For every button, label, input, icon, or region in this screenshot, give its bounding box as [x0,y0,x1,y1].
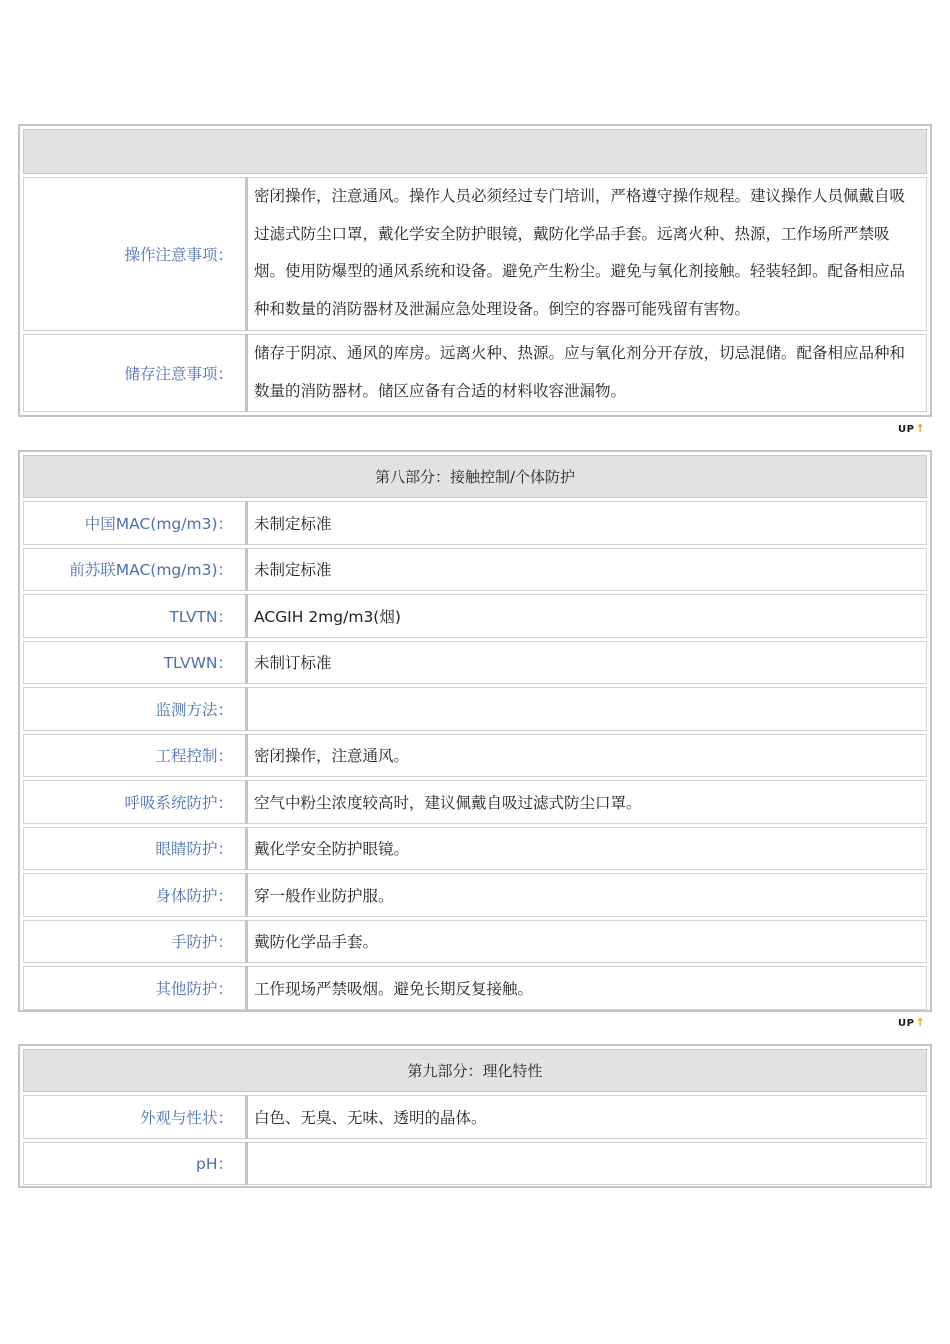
table-row [23,1095,927,1139]
table-row [23,920,927,964]
row-label: 中国MAC(mg/m3)： [23,501,245,545]
row-value: 白色、无臭、无味、透明的晶体。 [248,1095,927,1139]
section-header [23,455,927,498]
row-label: 操作注意事项： [23,177,245,331]
row-value: ACGIH 2mg/m3(烟) [248,594,927,638]
section-header [23,129,927,174]
table-row [23,966,927,1010]
table-row [23,594,927,638]
up-label: UP [898,424,915,435]
row-label: 外观与性状： [23,1095,245,1139]
row-value: 密闭操作，注意通风。 [248,734,927,778]
table-row [23,501,927,545]
section-title: 第八部分：接触控制/个体防护 [374,468,576,486]
table-row [23,780,927,824]
row-value: 密闭操作，注意通风。操作人员必须经过专门培训，严格遵守操作规程。建议操作人员佩戴自吸过滤式防尘口罩，戴化学安全防护眼镜，戴防化学品手套。远离火种、热源，工作场所严禁吸烟。使用防爆型的通风系统和设备。避免产生粉尘。避免与氧化剂接触。轻装轻卸。配备相应品种和数量的消防器材及泄漏应急处理设备。倒空的容器可能残留有害物。 [248,177,927,331]
row-value: 储存于阴凉、通风的库房。远离火种、热源。应与氧化剂分开存放，切忌混储。配备相应品种和数量的消防器材。储区应备有合适的材料收容泄漏物。 [248,334,927,412]
table-row [23,1142,927,1186]
row-value [248,1142,927,1186]
back-to-top-link[interactable] [898,1016,925,1029]
row-label: 身体防护： [23,873,245,917]
row-value: 未制订标准 [248,641,927,685]
table-row [23,734,927,778]
table-row [23,687,927,731]
table-row [23,334,927,412]
section-physical-chemical [18,1044,932,1188]
row-value: 空气中粉尘浓度较高时，建议佩戴自吸过滤式防尘口罩。 [248,780,927,824]
row-label: TLVTN： [23,594,245,638]
back-to-top-link[interactable] [898,422,925,435]
row-label: 眼睛防护： [23,827,245,871]
row-label: 前苏联MAC(mg/m3)： [23,548,245,592]
section-header [23,1049,927,1092]
table-row [23,873,927,917]
row-label: 呼吸系统防护： [23,780,245,824]
row-label: 工程控制： [23,734,245,778]
up-arrow-icon: ↑ [915,422,926,435]
row-label: 其他防护： [23,966,245,1010]
row-value: 戴化学安全防护眼镜。 [248,827,927,871]
section-handling-storage [18,124,932,417]
section-exposure-controls [18,450,932,1012]
row-value [248,687,927,731]
row-value: 戴防化学品手套。 [248,920,927,964]
row-value: 未制定标准 [248,548,927,592]
section-title: 第九部分：理化特性 [407,1062,543,1080]
table-row [23,177,927,331]
table-row [23,827,927,871]
row-value: 未制定标准 [248,501,927,545]
row-label: 储存注意事项： [23,334,245,412]
row-value: 穿一般作业防护服。 [248,873,927,917]
row-label: 监测方法： [23,687,245,731]
row-label: 手防护： [23,920,245,964]
up-label: UP [898,1018,915,1029]
table-row [23,641,927,685]
row-label: TLVWN： [23,641,245,685]
table-row [23,548,927,592]
row-value: 工作现场严禁吸烟。避免长期反复接触。 [248,966,927,1010]
up-arrow-icon: ↑ [915,1016,926,1029]
row-label: pH： [23,1142,245,1186]
